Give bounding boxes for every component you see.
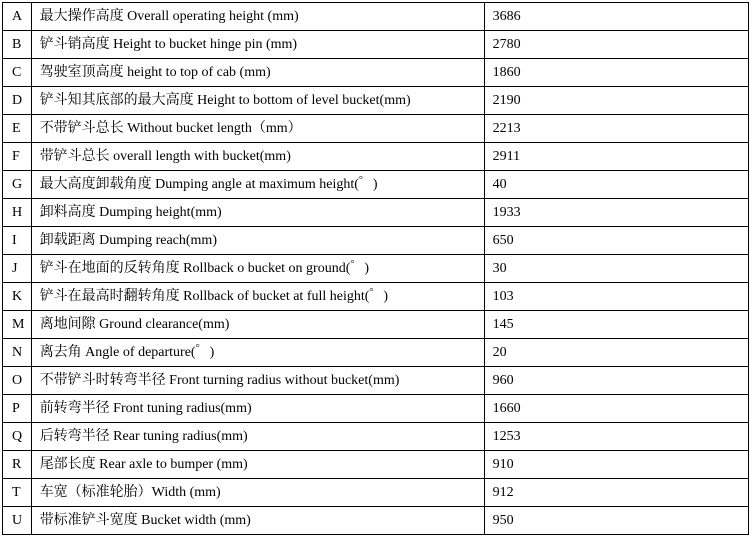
row-value: 960	[484, 367, 748, 395]
row-code: B	[3, 31, 32, 59]
row-value: 910	[484, 451, 748, 479]
row-code: C	[3, 59, 32, 87]
row-description: 卸载距离 Dumping reach(mm)	[31, 227, 484, 255]
table-row	[3, 367, 749, 395]
row-code: Q	[3, 423, 32, 451]
table-row	[3, 143, 749, 171]
row-description: 最大高度卸载角度 Dumping angle at maximum height(゜)	[31, 171, 484, 199]
table-row	[3, 339, 749, 367]
row-code: F	[3, 143, 32, 171]
row-code: T	[3, 479, 32, 507]
row-value: 20	[484, 339, 748, 367]
row-description: 铲斗在最高时翻转角度 Rollback of bucket at full height(゜)	[31, 283, 484, 311]
row-code: M	[3, 311, 32, 339]
table-row	[3, 171, 749, 199]
row-description: 不带铲斗时转弯半径 Front turning radius without bucket(mm)	[31, 367, 484, 395]
row-code: J	[3, 255, 32, 283]
row-code: E	[3, 115, 32, 143]
row-description: 车宽（标准轮胎）Width (mm)	[31, 479, 484, 507]
row-code: I	[3, 227, 32, 255]
row-value: 1253	[484, 423, 748, 451]
row-value: 103	[484, 283, 748, 311]
row-description: 铲斗销高度 Height to bucket hinge pin (mm)	[31, 31, 484, 59]
table-row	[3, 31, 749, 59]
table-row	[3, 507, 749, 535]
row-code: H	[3, 199, 32, 227]
row-code: U	[3, 507, 32, 535]
row-value: 650	[484, 227, 748, 255]
row-code: O	[3, 367, 32, 395]
row-code: D	[3, 87, 32, 115]
row-value: 2190	[484, 87, 748, 115]
spec-table	[2, 2, 749, 535]
row-code: A	[3, 3, 32, 31]
row-value: 1933	[484, 199, 748, 227]
row-value: 1660	[484, 395, 748, 423]
table-row	[3, 311, 749, 339]
row-value: 30	[484, 255, 748, 283]
row-value: 950	[484, 507, 748, 535]
row-description: 铲斗知其底部的最大高度 Height to bottom of level bucket(mm)	[31, 87, 484, 115]
row-value: 1860	[484, 59, 748, 87]
table-row	[3, 3, 749, 31]
table-row	[3, 255, 749, 283]
row-description: 离去角 Angle of departure(゜)	[31, 339, 484, 367]
table-row	[3, 479, 749, 507]
row-code: G	[3, 171, 32, 199]
table-row	[3, 87, 749, 115]
row-code: N	[3, 339, 32, 367]
row-description: 带标准铲斗宽度 Bucket width (mm)	[31, 507, 484, 535]
table-row	[3, 451, 749, 479]
row-value: 2780	[484, 31, 748, 59]
row-code: R	[3, 451, 32, 479]
row-description: 卸料高度 Dumping height(mm)	[31, 199, 484, 227]
spec-table-body	[3, 3, 749, 535]
row-value: 3686	[484, 3, 748, 31]
row-description: 前转弯半径 Front tuning radius(mm)	[31, 395, 484, 423]
table-row	[3, 199, 749, 227]
row-description: 不带铲斗总长 Without bucket length（mm）	[31, 115, 484, 143]
row-value: 2911	[484, 143, 748, 171]
table-row	[3, 227, 749, 255]
row-description: 尾部长度 Rear axle to bumper (mm)	[31, 451, 484, 479]
table-row	[3, 115, 749, 143]
table-row	[3, 59, 749, 87]
row-value: 2213	[484, 115, 748, 143]
row-description: 驾驶室顶高度 height to top of cab (mm)	[31, 59, 484, 87]
row-description: 后转弯半径 Rear tuning radius(mm)	[31, 423, 484, 451]
table-row	[3, 423, 749, 451]
row-description: 最大操作高度 Overall operating height (mm)	[31, 3, 484, 31]
row-description: 铲斗在地面的反转角度 Rollback o bucket on ground(゜)	[31, 255, 484, 283]
row-value: 912	[484, 479, 748, 507]
row-value: 40	[484, 171, 748, 199]
row-value: 145	[484, 311, 748, 339]
row-description: 带铲斗总长 overall length with bucket(mm)	[31, 143, 484, 171]
row-description: 离地间隙 Ground clearance(mm)	[31, 311, 484, 339]
table-row	[3, 395, 749, 423]
table-row	[3, 283, 749, 311]
row-code: K	[3, 283, 32, 311]
row-code: P	[3, 395, 32, 423]
